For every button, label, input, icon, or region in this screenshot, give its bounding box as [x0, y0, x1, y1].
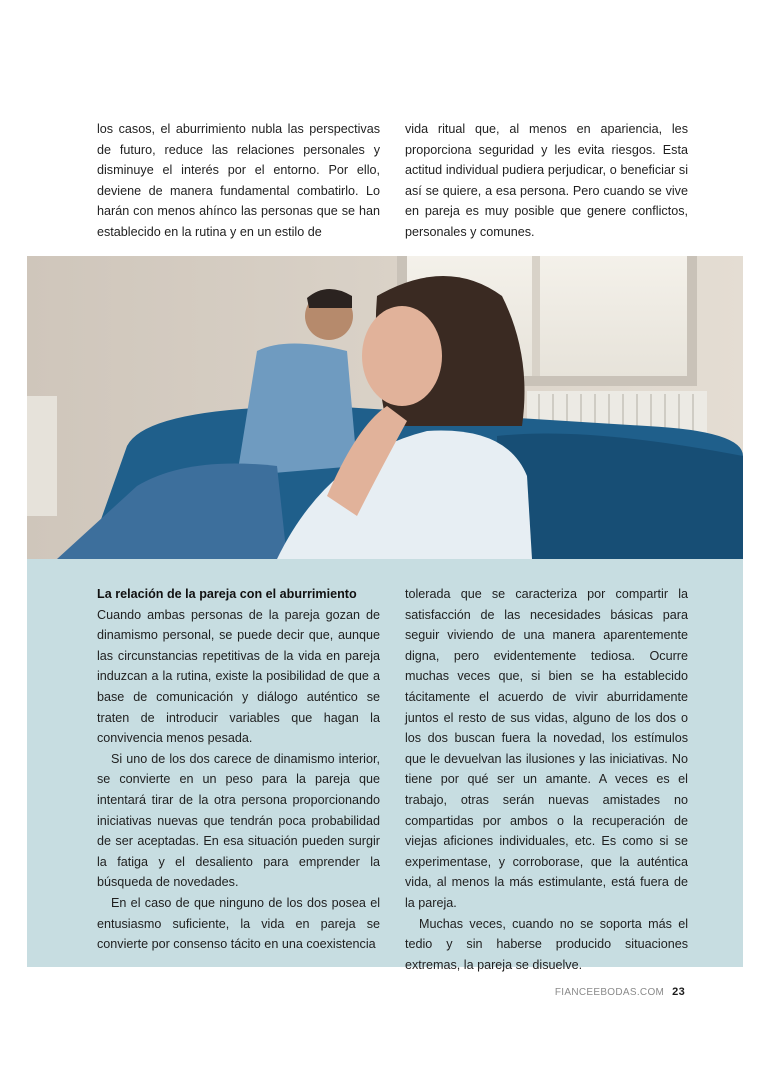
page-footer: [555, 986, 685, 998]
top-right-column: [405, 119, 688, 243]
section-heading: La relación de la pareja con el aburrimiento: [97, 587, 357, 601]
couple-photo: [27, 256, 743, 559]
body-paragraph: tolerada que se caracteriza por compartir la satisfacción de las necesidades básicas para seguir viviendo de una manera aparentemente digna, pero evidentemente tediosa. Ocurre muchas veces que, si bien se ha establecido tácitamente el acuerdo de vivir aburridamente juntos el resto de sus vidas, alguno de los dos o los dos buscan fuera la novedad, los estímulos que le devuelvan las ilusiones y las iniciativas. No tiene por qué ser un amante. A veces es el trabajo, otras serán nuevas amistades no compartidas por ambos o la recuperación de viejas aficiones individuales, etc. Es como si se experimentase, y corroborase, que la auténtica vida, al menos la más estimulante, está fuera de la pareja.: [405, 587, 688, 910]
body-paragraph: vida ritual que, al menos en apariencia, les proporciona seguridad y les evita riesgos. Esta actitud individual pudiera perjudicar, o beneficiar si así se quiere, a esa persona. Pero cuando se vive en pareja es muy posible que genere conflictos, personales y comunes.: [405, 122, 688, 239]
body-paragraph: Muchas veces, cuando no se soporta más el tedio y sin haberse producido situaciones extremas, la pareja se disuelve.: [405, 916, 688, 972]
box-left-column: [97, 584, 380, 955]
body-paragraph: En el caso de que ninguno de los dos posea el entusiasmo suficiente, la vida en pareja se convierte por consenso tácito en una coexistencia: [97, 895, 380, 952]
site-name: FIANCEEBODAS.COM: [554, 987, 665, 998]
body-paragraph: los casos, el aburrimiento nubla las perspectivas de futuro, reduce las relaciones personales y disminuye el interés por el entorno. Por ello, deviene de manera fundamental combatirlo. Lo harán con menos ahínco las personas que se han establecido en la rutina y en un estilo de: [97, 122, 380, 239]
box-right-column: [405, 584, 688, 975]
top-left-column: [97, 119, 380, 243]
page-number: 23: [672, 986, 685, 998]
body-paragraph: Cuando ambas personas de la pareja gozan de dinamismo personal, se puede decir que, aunque las circunstancias repetitivas de la vida en pareja induzcan a la rutina, existe la posibilidad de que a base de comunicación y diálogo auténtico se traten de introducir variables que hagan la convivencia menos pesada.: [97, 607, 380, 746]
body-paragraph: Si uno de los dos carece de dinamismo interior, se convierte en un peso para la pareja que intentará tirar de la otra persona proporcionando iniciativas nuevas que tendrán poca probabilidad de ser aceptadas. En esa situación pueden surgir la fatiga y el desaliento para emprender la búsqueda de novedades.: [97, 751, 380, 890]
